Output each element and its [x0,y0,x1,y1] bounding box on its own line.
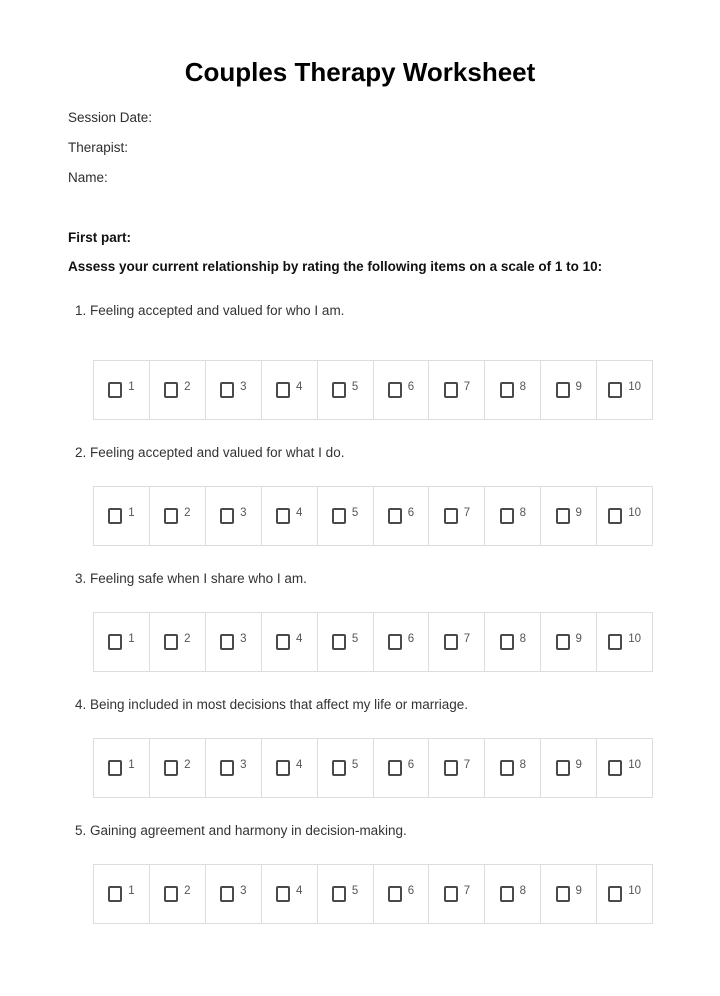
rating-cell[interactable] [373,613,429,671]
rating-cell[interactable] [484,865,540,923]
checkbox-icon[interactable] [220,382,234,398]
rating-value: 10 [628,507,641,519]
checkbox-icon[interactable] [608,382,622,398]
checkbox-icon[interactable] [332,508,346,524]
rating-value: 2 [184,633,191,645]
question-item [75,698,720,798]
rating-value: 1 [128,759,135,771]
rating-cell[interactable] [596,865,652,923]
rating-value: 3 [240,381,247,393]
rating-value: 9 [575,885,582,897]
rating-cell[interactable] [373,361,429,419]
rating-value: 9 [575,507,582,519]
question-label: Feeling accepted and valued for who I am. [90,303,345,318]
rating-value: 2 [184,885,191,897]
rating-cell[interactable] [428,739,484,797]
rating-value: 10 [628,885,641,897]
rating-cell[interactable] [540,613,596,671]
rating-value: 10 [628,381,641,393]
rating-value: 3 [240,885,247,897]
rating-value: 8 [519,885,526,897]
rating-value: 4 [295,633,303,645]
name-label: Name: [68,170,108,185]
rating-value: 10 [628,759,641,771]
rating-cell[interactable] [540,865,596,923]
checkbox-icon[interactable] [220,508,234,524]
rating-cell[interactable] [261,739,317,797]
rating-scale [93,612,653,672]
rating-cell[interactable] [317,739,373,797]
rating-value: 4 [295,507,303,519]
session-date-label: Session Date: [68,110,153,125]
rating-cell[interactable] [484,613,540,671]
checkbox-icon[interactable] [608,508,622,524]
checkbox-icon[interactable] [276,634,290,650]
field-name[interactable] [68,171,720,185]
rating-value: 2 [184,381,191,393]
rating-value: 3 [240,759,247,771]
rating-cell[interactable] [149,613,205,671]
question-number: 5. [75,823,87,838]
checkbox-icon[interactable] [220,886,234,902]
rating-value: 7 [463,381,471,393]
rating-value: 9 [575,759,582,771]
rating-value: 9 [575,381,582,393]
question-number: 1. [75,303,87,318]
checkbox-icon[interactable] [608,760,622,776]
rating-value: 4 [295,381,303,393]
page-title: Couples Therapy Worksheet [184,57,536,87]
rating-cell[interactable] [94,361,149,419]
rating-cell[interactable] [94,739,149,797]
checkbox-icon[interactable] [388,634,402,650]
checkbox-icon[interactable] [164,760,178,776]
question-item [75,304,720,420]
rating-cell[interactable] [205,361,261,419]
field-session-date[interactable] [68,111,720,125]
checkbox-icon[interactable] [556,886,570,902]
checkbox-icon[interactable] [444,508,458,524]
checkbox-icon[interactable] [332,634,346,650]
checkbox-icon[interactable] [500,634,514,650]
rating-scale [93,360,653,420]
question-item [75,446,720,546]
rating-value: 10 [628,633,641,645]
rating-value: 1 [128,381,135,393]
checkbox-icon[interactable] [444,382,458,398]
checkbox-icon[interactable] [444,760,458,776]
rating-cell[interactable] [596,739,652,797]
checkbox-icon[interactable] [500,382,514,398]
checkbox-icon[interactable] [164,886,178,902]
checkbox-icon[interactable] [500,508,514,524]
rating-cell[interactable] [484,739,540,797]
checkbox-icon[interactable] [608,634,622,650]
question-item [75,572,720,672]
rating-cell[interactable] [94,613,149,671]
checkbox-icon[interactable] [108,382,122,398]
rating-value: 6 [407,885,415,897]
question-item [75,824,720,924]
question-text [75,304,720,318]
rating-value: 6 [407,633,415,645]
checkbox-icon[interactable] [108,886,122,902]
checkbox-icon[interactable] [608,886,622,902]
checkbox-icon[interactable] [276,760,290,776]
rating-cell[interactable] [261,361,317,419]
rating-value: 7 [463,885,471,897]
checkbox-icon[interactable] [108,508,122,524]
rating-cell[interactable] [428,613,484,671]
checkbox-icon[interactable] [108,760,122,776]
checkbox-icon[interactable] [164,508,178,524]
checkbox-icon[interactable] [276,508,290,524]
rating-value: 4 [295,759,303,771]
question-text [75,698,720,712]
rating-value: 7 [463,759,471,771]
rating-scale [93,486,653,546]
question-label: Being included in most decisions that affect my life or marriage. [90,697,468,712]
rating-cell[interactable] [428,361,484,419]
question-number: 2. [75,445,87,460]
section-instruction: Assess your current relationship by rating the following items on a scale of 1 to 10: [68,259,603,274]
question-text [75,446,720,460]
rating-value: 5 [351,381,359,393]
checkbox-icon[interactable] [444,634,458,650]
therapist-label: Therapist: [68,140,129,155]
rating-value: 8 [519,759,526,771]
section-heading: First part: [68,230,132,245]
rating-cell[interactable] [205,613,261,671]
rating-cell[interactable] [317,487,373,545]
checkbox-icon[interactable] [276,382,290,398]
question-label: Gaining agreement and harmony in decision-making. [90,823,407,838]
checkbox-icon[interactable] [388,508,402,524]
rating-value: 6 [407,507,415,519]
rating-cell[interactable] [149,739,205,797]
rating-cell[interactable] [373,739,429,797]
checkbox-icon[interactable] [444,886,458,902]
checkbox-icon[interactable] [164,382,178,398]
checkbox-icon[interactable] [556,508,570,524]
checkbox-icon[interactable] [388,760,402,776]
rating-value: 3 [240,507,247,519]
rating-cell[interactable] [205,487,261,545]
rating-cell[interactable] [317,865,373,923]
checkbox-icon[interactable] [332,760,346,776]
rating-cell[interactable] [428,865,484,923]
rating-value: 5 [351,759,359,771]
rating-value: 5 [351,633,359,645]
rating-cell[interactable] [94,487,149,545]
rating-cell[interactable] [261,613,317,671]
rating-cell[interactable] [484,487,540,545]
rating-cell[interactable] [540,739,596,797]
rating-cell[interactable] [428,487,484,545]
checkbox-icon[interactable] [276,886,290,902]
checkbox-icon[interactable] [500,886,514,902]
rating-cell[interactable] [540,487,596,545]
rating-value: 7 [463,507,471,519]
rating-value: 7 [463,633,471,645]
field-therapist[interactable] [68,141,720,155]
rating-value: 8 [519,633,526,645]
question-label: Feeling safe when I share who I am. [90,571,307,586]
rating-value: 2 [184,759,191,771]
rating-value: 6 [407,759,415,771]
rating-cell[interactable] [373,487,429,545]
rating-value: 1 [128,885,135,897]
section-header [68,231,720,274]
checkbox-icon[interactable] [220,760,234,776]
checkbox-icon[interactable] [388,382,402,398]
checkbox-icon[interactable] [220,634,234,650]
rating-scale [93,864,653,924]
rating-value: 4 [295,885,303,897]
rating-value: 9 [575,633,582,645]
rating-cell[interactable] [484,361,540,419]
checkbox-icon[interactable] [164,634,178,650]
checkbox-icon[interactable] [108,634,122,650]
rating-cell[interactable] [149,361,205,419]
question-text [75,824,720,838]
checkbox-icon[interactable] [332,886,346,902]
rating-value: 2 [184,507,191,519]
rating-cell[interactable] [373,865,429,923]
rating-value: 1 [128,507,135,519]
rating-cell[interactable] [149,865,205,923]
rating-value: 8 [519,507,526,519]
rating-value: 5 [351,507,359,519]
rating-value: 5 [351,885,359,897]
question-number: 4. [75,697,87,712]
checkbox-icon[interactable] [556,634,570,650]
checkbox-icon[interactable] [388,886,402,902]
rating-cell[interactable] [596,487,652,545]
rating-cell[interactable] [205,865,261,923]
checkbox-icon[interactable] [500,760,514,776]
rating-cell[interactable] [317,613,373,671]
question-number: 3. [75,571,87,586]
rating-cell[interactable] [261,865,317,923]
rating-value: 8 [519,381,526,393]
rating-cell[interactable] [596,361,652,419]
checkbox-icon[interactable] [556,382,570,398]
rating-value: 6 [407,381,415,393]
rating-cell[interactable] [317,361,373,419]
rating-cell[interactable] [94,865,149,923]
rating-cell[interactable] [149,487,205,545]
question-text [75,572,720,586]
rating-scale [93,738,653,798]
questions-list [75,304,720,924]
rating-cell[interactable] [205,739,261,797]
rating-value: 3 [240,633,247,645]
rating-cell[interactable] [540,361,596,419]
checkbox-icon[interactable] [332,382,346,398]
header-fields [68,111,720,185]
checkbox-icon[interactable] [556,760,570,776]
rating-value: 1 [128,633,135,645]
rating-cell[interactable] [261,487,317,545]
question-label: Feeling accepted and valued for what I do. [90,445,345,460]
rating-cell[interactable] [596,613,652,671]
